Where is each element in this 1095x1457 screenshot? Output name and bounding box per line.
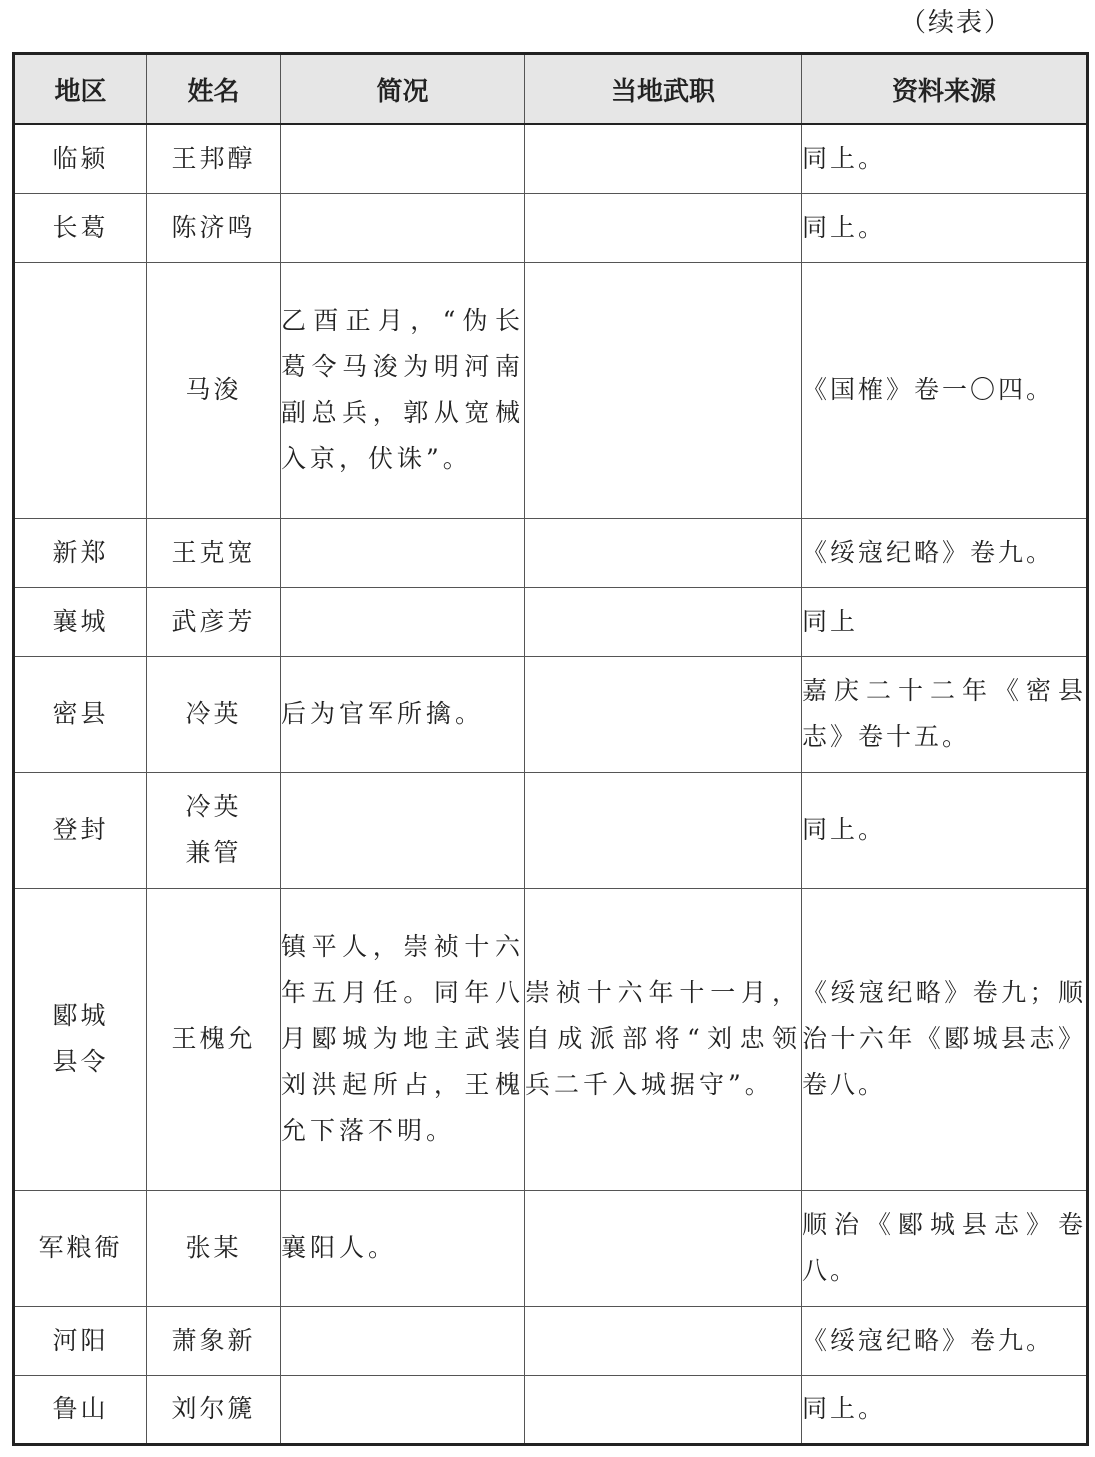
cell-name: 马浚 bbox=[147, 262, 281, 518]
cell-name: 武彦芳 bbox=[147, 587, 281, 656]
cell-name: 萧象新 bbox=[147, 1306, 281, 1375]
cell-summary: 乙酉正月，“伪长葛令马浚为明河南副总兵，郭从宽械入京，伏诛”。 bbox=[281, 262, 525, 518]
header-summary: 简况 bbox=[281, 54, 525, 125]
header-name: 姓名 bbox=[147, 54, 281, 125]
cell-summary bbox=[281, 124, 525, 193]
cell-source: 同上 bbox=[802, 587, 1088, 656]
cell-name: 刘尔篪 bbox=[147, 1375, 281, 1444]
cell-summary: 后为官军所擒。 bbox=[281, 656, 525, 772]
cell-region: 军粮衙 bbox=[14, 1190, 147, 1306]
cell-region: 密县 bbox=[14, 656, 147, 772]
cell-source: 同上。 bbox=[802, 772, 1088, 888]
cell-region: 登封 bbox=[14, 772, 147, 888]
table-row bbox=[14, 124, 1088, 193]
cell-region: 临颍 bbox=[14, 124, 147, 193]
cell-region: 河阳 bbox=[14, 1306, 147, 1375]
header-military-post: 当地武职 bbox=[525, 54, 802, 125]
cell-name: 王邦醇 bbox=[147, 124, 281, 193]
cell-military-post bbox=[525, 193, 802, 262]
cell-military-post bbox=[525, 656, 802, 772]
table-row bbox=[14, 262, 1088, 518]
cell-name: 王克宽 bbox=[147, 518, 281, 587]
table-row bbox=[14, 772, 1088, 888]
table-row bbox=[14, 518, 1088, 587]
cell-name: 冷英 bbox=[147, 656, 281, 772]
cell-source: 嘉庆二十二年《密县志》卷十五。 bbox=[802, 656, 1088, 772]
cell-name: 王槐允 bbox=[147, 888, 281, 1190]
continued-label: （续表） bbox=[900, 8, 1013, 38]
cell-region: 长葛 bbox=[14, 193, 147, 262]
cell-military-post bbox=[525, 1190, 802, 1306]
table-row bbox=[14, 587, 1088, 656]
cell-source: 《绥寇纪略》卷九；顺治十六年《郾城县志》卷八。 bbox=[802, 888, 1088, 1190]
table-row bbox=[14, 193, 1088, 262]
cell-source: 同上。 bbox=[802, 193, 1088, 262]
cell-military-post bbox=[525, 124, 802, 193]
cell-name: 陈济鸣 bbox=[147, 193, 281, 262]
cell-source: 同上。 bbox=[802, 124, 1088, 193]
table-row bbox=[14, 656, 1088, 772]
cell-region: 新郑 bbox=[14, 518, 147, 587]
cell-summary bbox=[281, 772, 525, 888]
cell-summary bbox=[281, 193, 525, 262]
cell-summary bbox=[281, 518, 525, 587]
cell-source: 《绥寇纪略》卷九。 bbox=[802, 518, 1088, 587]
cell-name: 张某 bbox=[147, 1190, 281, 1306]
cell-source: 同上。 bbox=[802, 1375, 1088, 1444]
cell-military-post bbox=[525, 518, 802, 587]
cell-military-post bbox=[525, 1306, 802, 1375]
cell-military-post bbox=[525, 587, 802, 656]
table-row bbox=[14, 1306, 1088, 1375]
cell-source: 《国榷》卷一〇四。 bbox=[802, 262, 1088, 518]
cell-military-post: 崇祯十六年十一月，自成派部将“刘忠领兵二千入城据守”。 bbox=[525, 888, 802, 1190]
cell-summary: 镇平人，崇祯十六年五月任。同年八月郾城为地主武装刘洪起所占，王槐允下落不明。 bbox=[281, 888, 525, 1190]
cell-military-post bbox=[525, 262, 802, 518]
table-row bbox=[14, 1190, 1088, 1306]
table-header-row bbox=[14, 54, 1088, 125]
cell-source: 《绥寇纪略》卷九。 bbox=[802, 1306, 1088, 1375]
cell-region: 鲁山 bbox=[14, 1375, 147, 1444]
cell-region bbox=[14, 262, 147, 518]
cell-military-post bbox=[525, 1375, 802, 1444]
header-region: 地区 bbox=[14, 54, 147, 125]
cell-source: 顺治《郾城县志》卷八。 bbox=[802, 1190, 1088, 1306]
header-source: 资料来源 bbox=[802, 54, 1088, 125]
cell-name: 冷英 兼管 bbox=[147, 772, 281, 888]
cell-military-post bbox=[525, 772, 802, 888]
cell-region: 襄城 bbox=[14, 587, 147, 656]
cell-summary bbox=[281, 1306, 525, 1375]
officials-table bbox=[12, 52, 1089, 1446]
cell-summary bbox=[281, 1375, 525, 1444]
table-row bbox=[14, 1375, 1088, 1444]
cell-summary: 襄阳人。 bbox=[281, 1190, 525, 1306]
cell-summary bbox=[281, 587, 525, 656]
table-row bbox=[14, 888, 1088, 1190]
cell-region: 郾城 县令 bbox=[14, 888, 147, 1190]
